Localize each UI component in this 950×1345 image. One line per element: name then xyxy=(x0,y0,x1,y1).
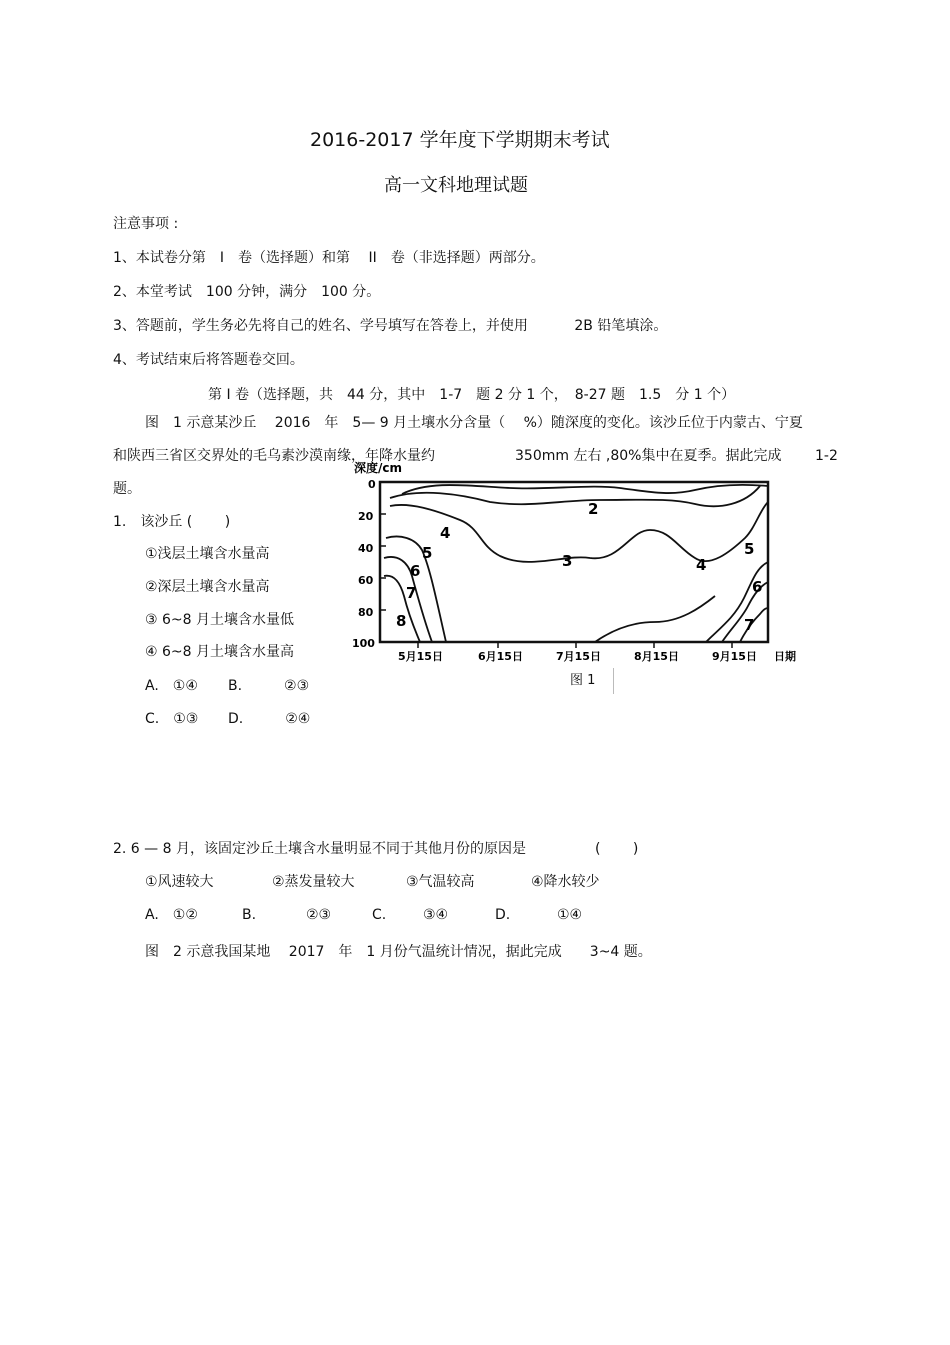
figure1-contour-chart xyxy=(350,458,810,668)
y-tick-label: 40 xyxy=(358,542,374,555)
q2-stem: 2. 6 — 8 月，该固定沙丘土壤含水量明显不同于其他月份的原因是 xyxy=(113,841,526,857)
contour-label: 8 xyxy=(396,612,407,630)
q2-option-4: ④降水较少 xyxy=(531,874,600,890)
q2-option-2: ②蒸发量较大 xyxy=(272,874,355,890)
x-tick-label: 9月15日 xyxy=(712,650,757,663)
exam-title: 2016-2017 学年度下学期期末考试 xyxy=(310,129,610,151)
intro1-line3: 题。 xyxy=(113,481,141,497)
contour-label: 6 xyxy=(752,578,763,596)
q1-stem: 1. 该沙丘 ( ) xyxy=(113,514,231,530)
y-tick-label: 0 xyxy=(368,478,376,491)
figure1-x-axis-label: 日期 xyxy=(774,650,796,663)
q2-choice-b-letter: B. xyxy=(242,907,257,923)
contour-label: 2 xyxy=(588,500,599,518)
intro1-line2c: 1-2 xyxy=(815,448,838,464)
q2-choice-a: A. ①② xyxy=(145,907,198,923)
contour-line-3 xyxy=(390,486,760,506)
exam-subtitle: 高一文科地理试题 xyxy=(384,175,528,196)
q2-option-1: ①风速较大 xyxy=(145,874,214,890)
contour-label: 4 xyxy=(696,556,707,574)
contour-line-2 xyxy=(402,485,768,494)
q1-option-2: ②深层土壤含水量高 xyxy=(145,579,270,595)
contour-line-4-right xyxy=(595,596,715,642)
x-tick-label: 8月15日 xyxy=(634,650,679,663)
figure1-caption: 图 1 xyxy=(570,673,596,688)
q2-choice-b-value: ②③ xyxy=(306,907,332,923)
y-tick-label: 60 xyxy=(358,574,374,587)
section-heading: 第 I 卷（选择题，共 44 分，其中 1-7 题 2 分 1 个， 8-27 题 1.5 分 1 个） xyxy=(208,387,736,403)
q1-choice-a: A. ①④ xyxy=(145,678,198,694)
contour-line-5-right xyxy=(706,562,768,642)
contour-label: 4 xyxy=(440,524,451,542)
q2-choice-c-value: ③④ xyxy=(423,907,449,923)
q2-choice-d-value: ①④ xyxy=(557,907,583,923)
figure1-y-axis-label: 深度/cm xyxy=(354,461,403,475)
q1-choice-d: D. ②④ xyxy=(228,711,311,727)
y-tick-label: 80 xyxy=(358,606,374,619)
contour-label: 3 xyxy=(562,552,573,570)
q2-option-3: ③气温较高 xyxy=(406,874,475,890)
y-tick-label: 20 xyxy=(358,510,374,523)
note-item-4: 4、考试结束后将答题卷交回。 xyxy=(113,352,304,368)
q1-choice-c: C. ①③ xyxy=(145,711,199,727)
contour-label: 5 xyxy=(744,540,755,558)
q2-paren: ( ) xyxy=(595,841,639,857)
x-tick-label: 6月15日 xyxy=(478,650,523,663)
notes-heading: 注意事项 : xyxy=(113,216,179,232)
intro2-text: 图 2 示意我国某地 2017 年 1 月份气温统计情况，据此完成 3~4 题。 xyxy=(145,944,652,960)
intro1-line1: 图 1 示意某沙丘 2016 年 5— 9 月土壤水分含量（ %）随深度的变化。该沙丘位于内蒙古、宁夏 xyxy=(145,415,803,431)
x-tick-label: 7月15日 xyxy=(556,650,601,663)
q1-option-1: ①浅层土壤含水量高 xyxy=(145,546,270,562)
contour-label: 7 xyxy=(744,616,755,634)
x-tick-label: 5月15日 xyxy=(398,650,443,663)
y-tick-label: 100 xyxy=(352,637,375,650)
note-item-1: 1、本试卷分第 I 卷（选择题）和第 II 卷（非选择题）两部分。 xyxy=(113,250,545,266)
contour-label: 5 xyxy=(422,544,433,562)
q1-option-4: ④ 6~8 月土壤含水量高 xyxy=(145,644,294,660)
contour-label: 6 xyxy=(410,562,421,580)
note-item-3: 3、答题前，学生务必先将自己的姓名、学号填写在答卷上，并使用 2B 铅笔填涂。 xyxy=(113,318,668,334)
note-item-2: 2、本堂考试 100 分钟，满分 100 分。 xyxy=(113,284,381,300)
intro1-line2b: 350mm 左右 ,80%集中在夏季。据此完成 xyxy=(515,448,782,464)
q1-choice-b: B. ②③ xyxy=(228,678,310,694)
q1-option-3: ③ 6~8 月土壤含水量低 xyxy=(145,612,294,628)
q2-choice-c-letter: C. xyxy=(372,907,387,923)
scan-artifact-divider xyxy=(613,668,614,694)
q2-choice-d-letter: D. xyxy=(495,907,511,923)
intro1-line2a: 和陕西三省区交界处的毛乌素沙漠南缘，年降水量约 xyxy=(113,448,435,464)
contour-label: 7 xyxy=(406,584,417,602)
